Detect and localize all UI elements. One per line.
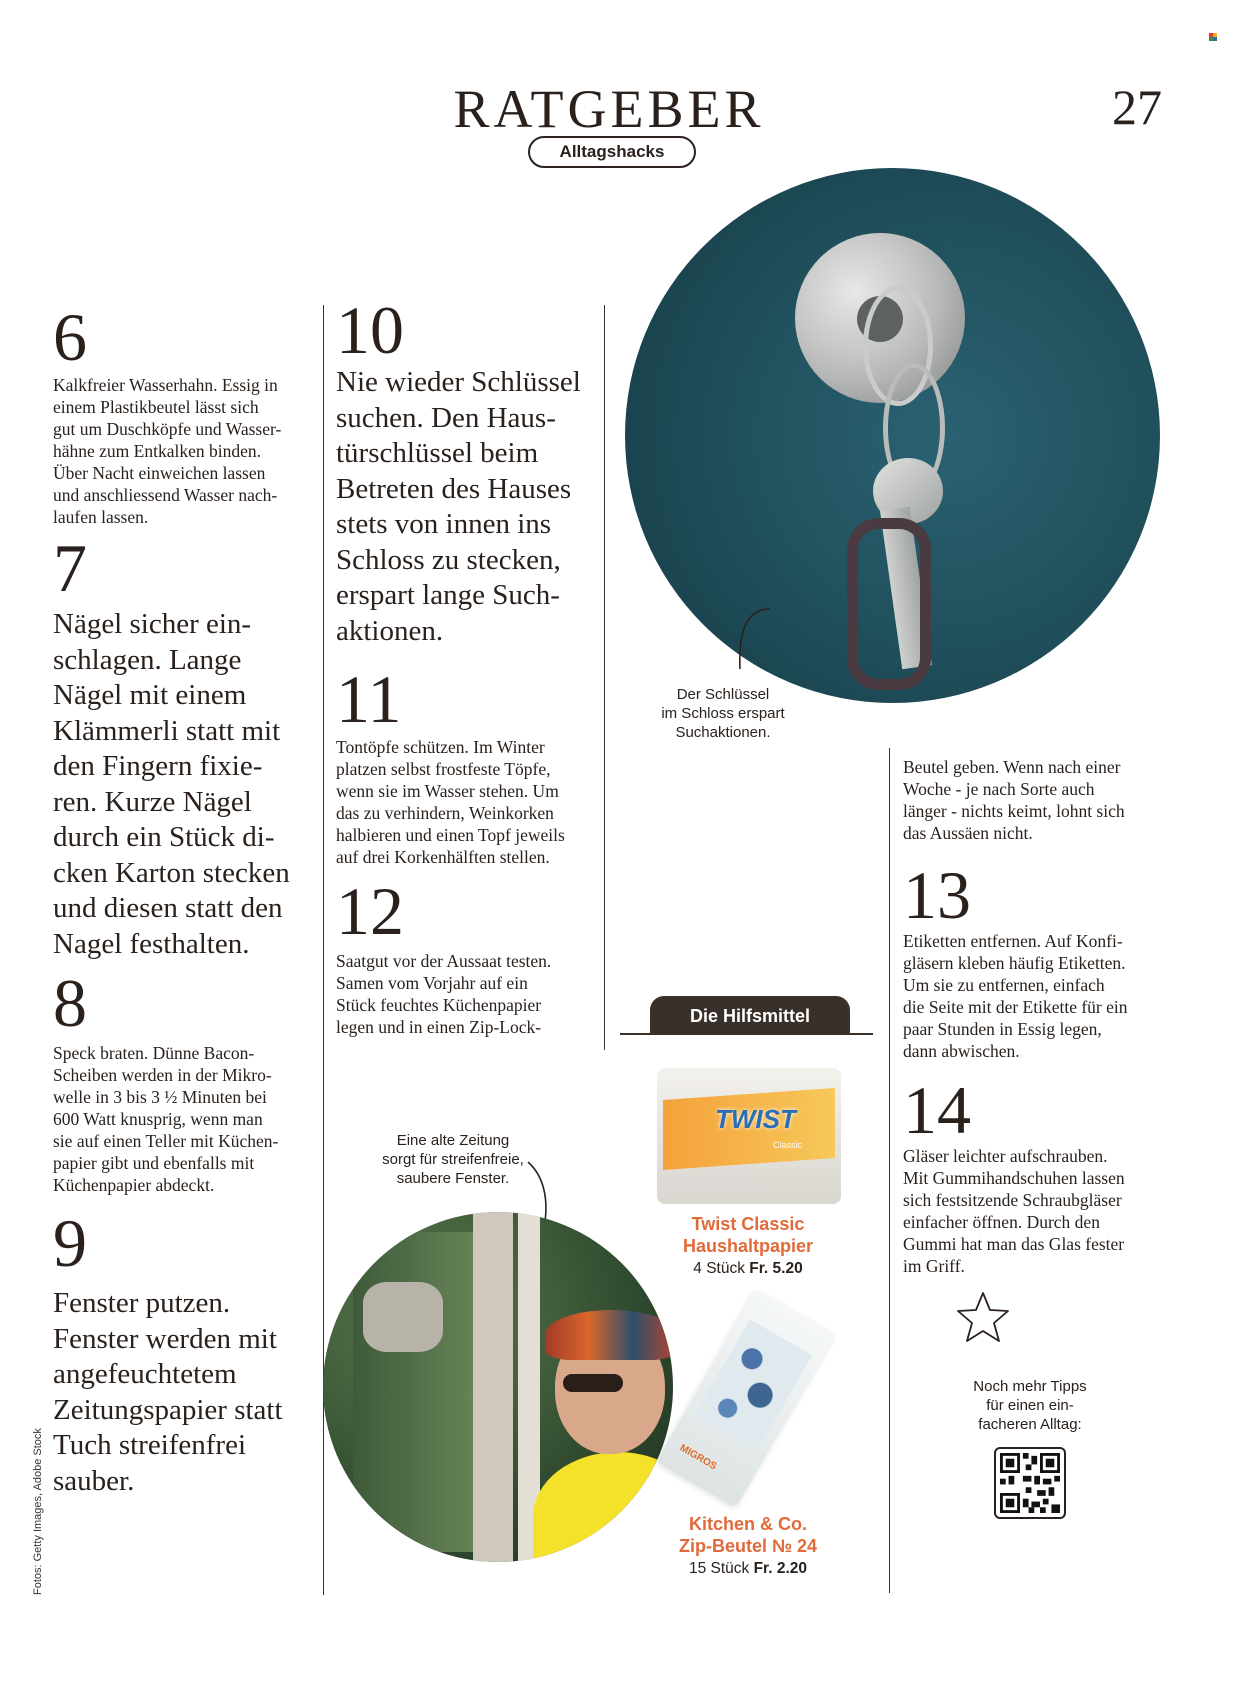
column-divider-3 [889, 748, 890, 1593]
tip-text: Speck braten. Dünne Bacon- Scheiben werden in der Mikro- welle in 3 bis 3 ½ Minuten bei 600 Watt knusprig, wenn man sie auf einen Teller mit Küchen- papier gibt und ebenfalls mit Küchenpapier abdeckt. [53, 1043, 279, 1195]
star-icon [955, 1290, 1011, 1344]
tip-text: Gläser leichter aufschrauben. Mit Gummihandschuhen lassen sich festsitzende Schraubgläser einfacher öffnen. Durch den Gummi hat man das Glas fester im Griff. [903, 1146, 1125, 1276]
tip-7 [53, 530, 323, 962]
more-tips-caption: Noch mehr Tipps für einen ein- facheren Alltag: [973, 1378, 1087, 1433]
photo-credit: Fotos: Getty Images, Adobe Stock [32, 1428, 44, 1595]
twist-logo: TWIST [715, 1104, 796, 1134]
product-name: Kitchen & Co. Zip-Beutel № 24 [678, 1514, 818, 1556]
tip-text: Nägel sicher ein- schlagen. Lange Nägel mit einem Klämmerli statt mit den Fingern fixie- ren. Kurze Nägel durch ein Stück di- cken Karton stecken und diesen statt den Nagel festhalten. [53, 608, 290, 960]
section-label: Alltagshacks [528, 136, 696, 168]
key-caption: Der Schlüssel im Schloss erspart Suchaktionen. [661, 686, 785, 741]
tip-text: Nie wieder Schlüssel suchen. Den Haus- türschlüssel beim Betreten des Hauses stets von innen ins Schloss zu stecken, erspart lange Such- aktionen. [336, 366, 581, 647]
tip-12-continued: Beutel geben. Wenn nach einer Woche - je nach Sorte auch länger - nichts keimt, lohnt sich das Aussäen nicht. [903, 757, 1125, 843]
tip-8 [53, 965, 318, 1196]
product-name: Twist Classic Haushaltpapier [682, 1214, 814, 1256]
tip-10 [336, 292, 604, 649]
window-cleaning-photo [323, 1212, 673, 1562]
tip-number: 9 [53, 1205, 87, 1281]
brand-color-mark [1209, 33, 1217, 41]
paper-towel-product-image [657, 1068, 841, 1204]
tools-section-tab: Die Hilfsmittel [650, 996, 850, 1034]
qr-code-icon[interactable] [994, 1447, 1066, 1519]
product-zip-bag [640, 1513, 856, 1579]
tip-number: 7 [53, 530, 87, 606]
tip-text: Fenster putzen. Fenster werden mit angefeuchtetem Zeitungspapier statt Tuch streifenfrei sauber. [53, 1287, 283, 1497]
tip-number: 6 [53, 299, 87, 375]
tip-text: Etiketten entfernen. Auf Konfi- gläsern kleben häufig Etiketten. Um sie zu entfernen, einfach die Seite mit der Etikette für ein paar Stunden in Essig legen, dann abwischen. [903, 931, 1128, 1061]
tip-text: Kalkfreier Wasserhahn. Essig in einem Plastikbeutel lässt sich gut um Duschköpfe und Wasser- hähne zum Entkalken binden. Über Nacht einweichen lassen und anschliessend Wasser nach- laufen lassen. [53, 375, 282, 527]
tip-number: 14 [903, 1072, 971, 1148]
tools-section-rule [620, 1033, 873, 1035]
tip-12 [336, 873, 604, 1038]
product-paper-towel [640, 1213, 856, 1279]
tip-number: 13 [903, 857, 971, 933]
tip-text: Saatgut vor der Aussaat testen. Samen vom Vorjahr auf ein Stück feuchtes Küchenpapier legen und in einen Zip-Lock- [336, 951, 552, 1037]
tip-13 [903, 857, 1173, 1062]
page-number: 27 [1112, 79, 1162, 135]
page-header-title: RATGEBER [453, 79, 765, 139]
tip-number: 12 [336, 873, 404, 949]
tip-11 [336, 661, 604, 868]
column-divider-2 [604, 305, 605, 1050]
tip-14 [903, 1072, 1173, 1277]
tip-number: 10 [336, 292, 404, 368]
key-caption-pointer [720, 605, 780, 675]
migros-logo: MIGROS [677, 1442, 719, 1473]
zip-bag-product-image [656, 1288, 836, 1507]
product-price: 4 Stück Fr. 5.20 [693, 1260, 803, 1277]
product-price: 15 Stück Fr. 2.20 [688, 1560, 808, 1577]
tip-text: Tontöpfe schützen. Im Winter platzen selbst frostfeste Töpfe, wenn sie im Wasser stehen. Um das zu verhindern, Weinkorken halbieren und einen Topf jeweils auf drei Korkenhälften stellen. [336, 737, 565, 867]
tip-number: 11 [336, 661, 402, 737]
tip-9 [53, 1205, 323, 1499]
tip-number: 8 [53, 965, 87, 1041]
door-key-photo [625, 168, 1160, 703]
twist-variant: Classic [773, 1140, 803, 1150]
newspaper-caption: Eine alte Zeitung sorgt für streifenfreie, saubere Fenster. [382, 1132, 524, 1187]
tip-6 [53, 299, 318, 528]
